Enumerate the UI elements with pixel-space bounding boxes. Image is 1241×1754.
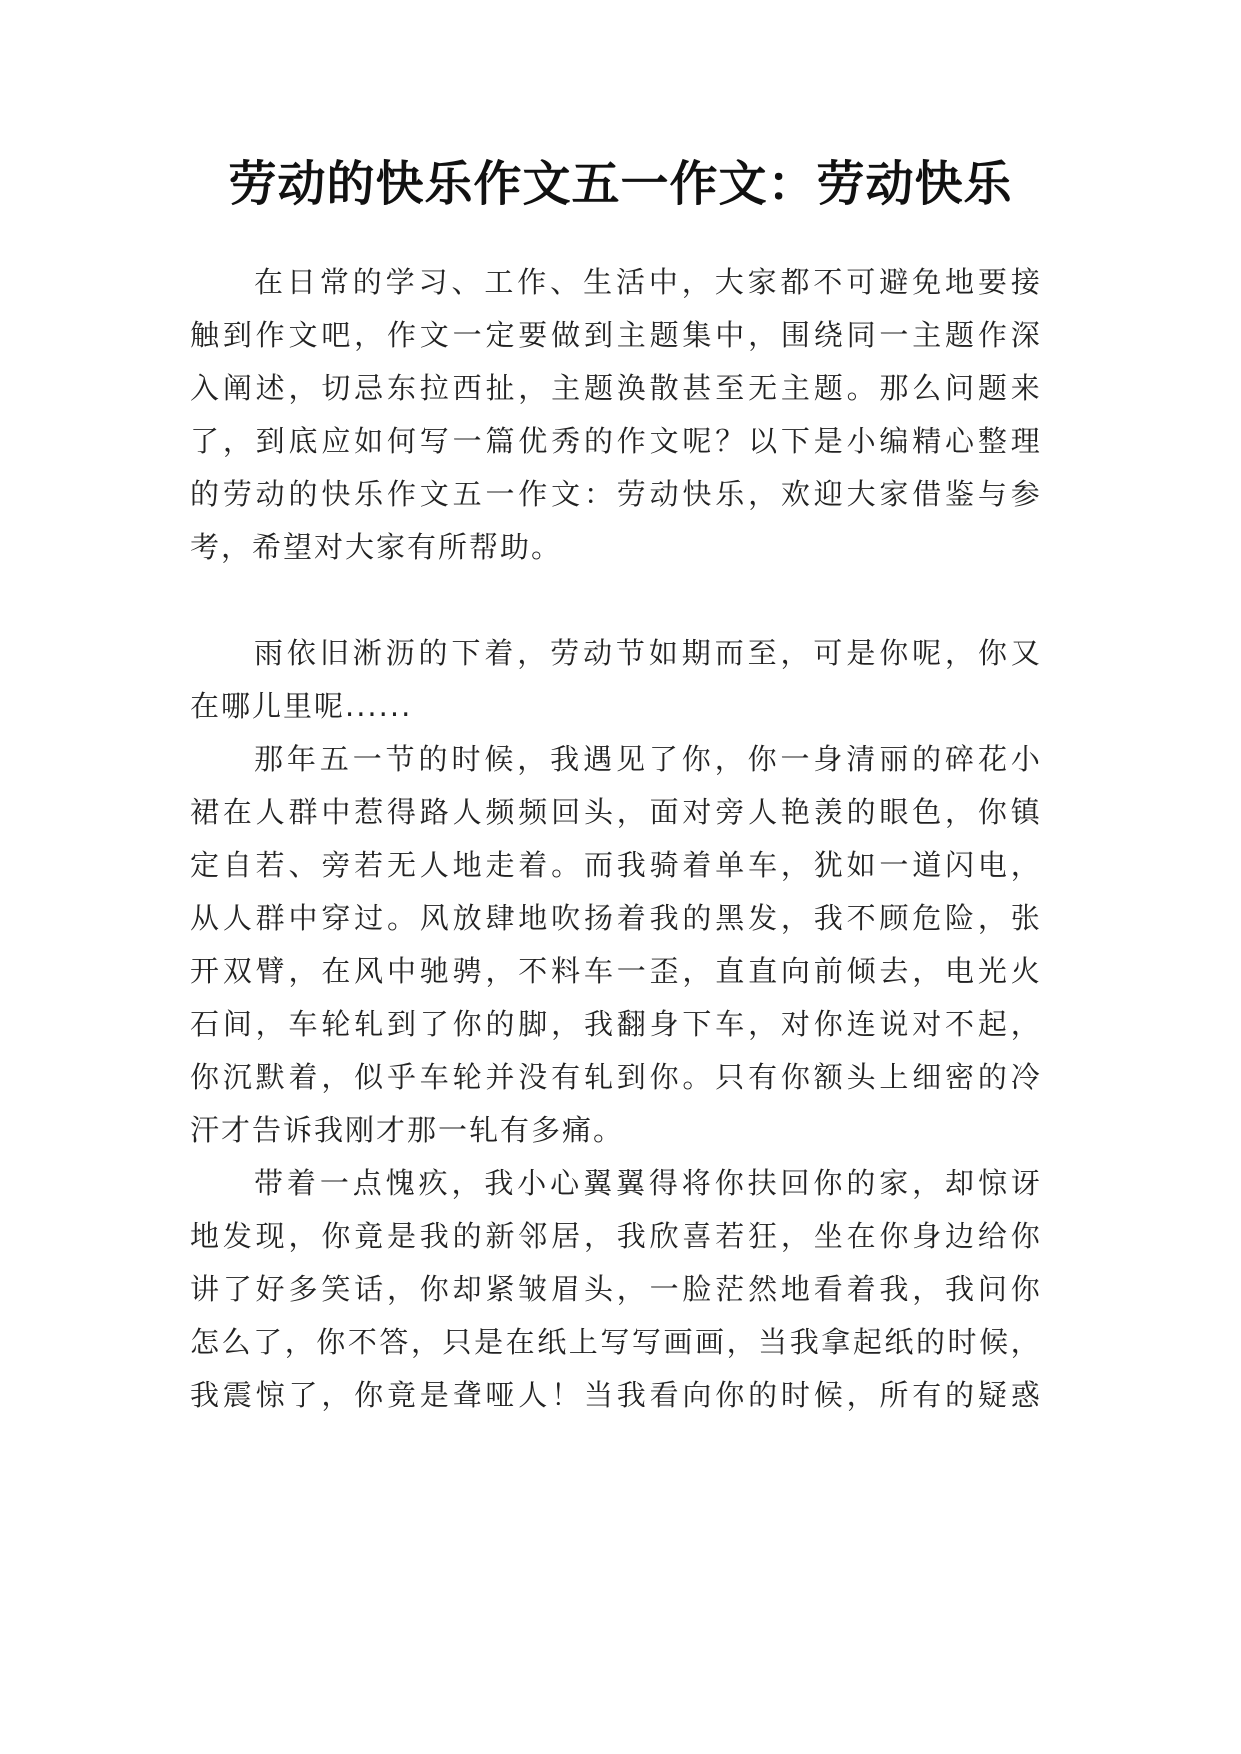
paragraph-line: 汗才告诉我刚才那一轧有多痛。 (190, 1113, 625, 1147)
paragraph-line: 裙 在 人 群 中 惹 得 路 人 频 频 回 头 ， 面 对 旁 人 艳 羡 的 眼 色 ， 你 镇 (190, 795, 1040, 829)
paragraph-line: 地 发 现 ， 你 竟 是 我 的 新 邻 居 ， 我 欣 喜 若 狂 ， 坐 在 你 身 边 给 你 (190, 1219, 1040, 1253)
paragraph-line: 石 间 ， 车 轮 轧 到 了 你 的 脚 ， 我 翻 身 下 车 ， 对 你 连 说 对 不 起 ， (190, 1007, 1040, 1041)
paragraph-line: 雨 依 旧 淅 沥 的 下 着 ， 劳 动 节 如 期 而 至 ， 可 是 你 呢 ， 你 又 (254, 636, 1040, 670)
paragraph-line: 在哪儿里呢...... (190, 689, 413, 723)
paragraph-line: 在 日 常 的 学 习 、 工 作 、 生 活 中 ， 大 家 都 不 可 避 免 地 要 接 (254, 265, 1040, 299)
paragraph-line: 讲 了 好 多 笑 话 ， 你 却 紧 皱 眉 头 ， 一 脸 茫 然 地 看 着 我 ， 我 问 你 (190, 1272, 1040, 1306)
paragraph-line: 入 阐 述 ， 切 忌 东 拉 西 扯 ， 主 题 涣 散 甚 至 无 主 题 。 那 么 问 题 来 (190, 371, 1040, 405)
paragraph-line: 怎 么 了 ， 你 不 答 ， 只 是 在 纸 上 写 写 画 画 ， 当 我 拿 起 纸 的 时 候 ， (190, 1325, 1040, 1359)
paragraph-line: 你 沉 默 着 ， 似 乎 车 轮 并 没 有 轧 到 你 。 只 有 你 额 头 上 细 密 的 冷 (190, 1060, 1040, 1094)
document-title: 劳动的快乐作文五一作文：劳动快乐 (228, 156, 1013, 212)
paragraph-line: 触 到 作 文 吧 ， 作 文 一 定 要 做 到 主 题 集 中 ， 围 绕 同 一 主 题 作 深 (190, 318, 1040, 352)
paragraph-line: 了 ， 到 底 应 如 何 写 一 篇 优 秀 的 作 文 呢 ？ 以 下 是 小 编 精 心 整 理 (190, 424, 1040, 458)
paragraph-line: 我 震 惊 了 ， 你 竟 是 聋 哑 人 ！ 当 我 看 向 你 的 时 候 ， 所 有 的 疑 惑 (190, 1378, 1040, 1412)
paragraph-line: 考，希望对大家有所帮助。 (190, 530, 563, 564)
paragraph-line: 的 劳 动 的 快 乐 作 文 五 一 作 文 ： 劳 动 快 乐 ， 欢 迎 大 家 借 鉴 与 参 (190, 477, 1040, 511)
paragraph-line: 定 自 若 、 旁 若 无 人 地 走 着 。 而 我 骑 着 单 车 ， 犹 如 一 道 闪 电 ， (190, 848, 1040, 882)
paragraph-line: 带 着 一 点 愧 疚 ， 我 小 心 翼 翼 得 将 你 扶 回 你 的 家 ， 却 惊 讶 (254, 1166, 1040, 1200)
paragraph-line: 从 人 群 中 穿 过 。 风 放 肆 地 吹 扬 着 我 的 黑 发 ， 我 不 顾 危 险 ， 张 (190, 901, 1040, 935)
paragraph-line: 那 年 五 一 节 的 时 候 ， 我 遇 见 了 你 ， 你 一 身 清 丽 的 碎 花 小 (254, 742, 1040, 776)
paragraph-line: 开 双 臂 ， 在 风 中 驰 骋 ， 不 料 车 一 歪 ， 直 直 向 前 倾 去 ， 电 光 火 (190, 954, 1040, 988)
